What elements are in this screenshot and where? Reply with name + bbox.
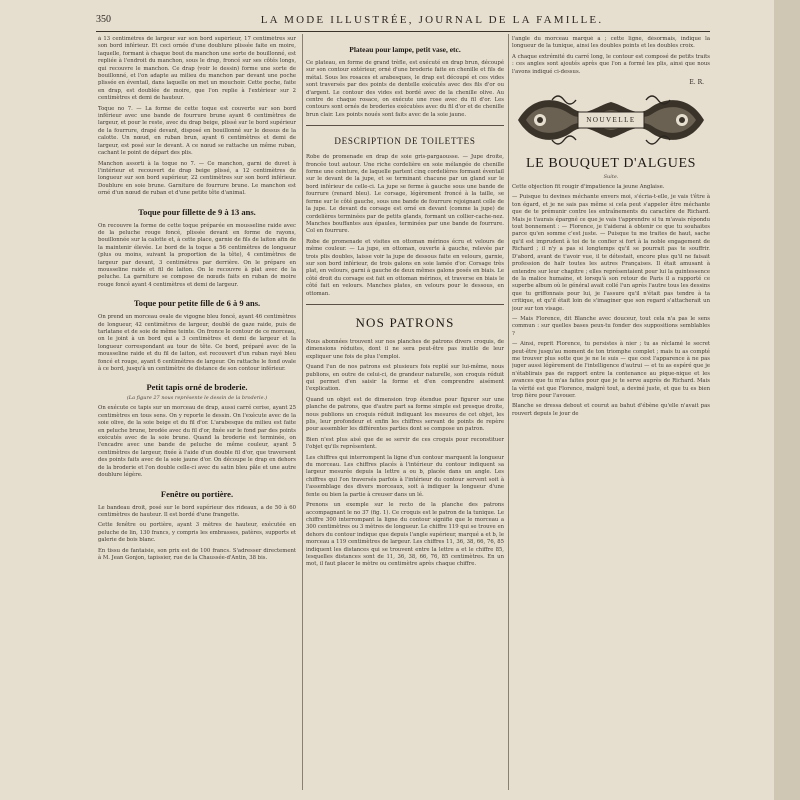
nouvelle-label: NOUVELLE: [586, 116, 636, 125]
heading-plateau: Plateau pour lampe, petit vase, etc.: [349, 45, 461, 54]
paragraph: — Ainsi, reprit Florence, tu persistes à nier ; tu as réclamé le secret peut-être jusqu'au moment de ton triomphe complet ; mais tu as compté me trouver plus sotte que je ne le suis — que cest l'apparence à ne pas juger aussi légèrement de l'intelligence d'autrui — et tu as espéré que je n'établirais pas de rapport entre la contenance au pique-nique et les avances que tu m'as faites pour que je te serve auprès de Richard. Mais la vérité est que Florence, malgré tout, a deviné juste, et que tu es bien trop fière pour l'avouer.: [512, 341, 710, 399]
column-divider-1: [302, 34, 303, 790]
column-divider-2: [508, 34, 509, 790]
paragraph: On recouvre la forme de cette toque préparée en mousseline raide avec de la peluche rouge foncé, plissée devant en forme de rayons, bouillonnée sur la calotte et, à cette place, garnie de fils de laiton afin de la maintenir élevée. Le bord de la toque a 56 centimètres de longueur (plus ou moins, suivant la proportion de la tête), 4 centimètres de largeur par devant, 3 centimètres par derrière. On le prépare en mousseline raide et fil de laiton. On le recouvre à plat avec de la peluche. La garniture se compose de nœuds faits en ruban de moire rouge foncé ayant 4 centimètres et demi de largeur.: [98, 222, 296, 288]
paragraph: A chaque extrémité du carré long, le contour est composé de petits traits : ces angles sont ajoutés après que l'on a formé les plis, ainsi que nous l'avons indiqué ci-dessus.: [512, 53, 710, 75]
author-signature: E. R.: [689, 79, 704, 87]
paragraph: Bien n'est plus aisé que de se servir de ces croquis pour reconstituer l'objet qu'ils représentent.: [306, 436, 504, 451]
paragraph: Quand l'un de nos patrons est plusieurs fois replié sur lui-même, nous publions, en outre de celui-ci, de grandeur naturelle, son croquis réduit qui permet d'en saisir la forme et d'en comprendre aisément l'explication.: [306, 364, 504, 393]
paragraph: Les chiffres qui interrompent la ligne d'un contour marquent la longueur du morceau. Les chiffres placés à l'intérieur du contour indiquent sa largeur mesurée depuis la lettre a ou b, placée dans un angle. Les chiffres qui l'on traversés parfois à l'intérieur du contour servent soit à l'assemblage des divers morceaux, soit à indiquer la longueur d'une fente ou bien la partie à creuser dans un lé.: [306, 454, 504, 498]
story-suite: Suite.: [603, 174, 619, 181]
heading-description-toilettes: DESCRIPTION DE TOILETTES: [334, 136, 476, 147]
figure-note: (La figure 27 nous représente le dessin de la broderie.): [126, 395, 268, 402]
paragraph: — Puisque tu devines méchante envers moi, s'écria-t-elle, je vais t'être à ton égard, et je ne sais pas même si cela peut s'appeler être méchante que de te prémunir contre les entraînements du caractère de Richard. Mais je t'aurais épargné ce que je vais t'apprendre si tu m'avais répondu tout bonnement : — Florence, je t'aiderai à obtenir ce que tu souhaites parce qu'en somme c'est juste. — Puisque tu me traites de haut, sache qu'il est imprudent à toi de te confier si fort à la noble engagement de Richard ; il n'y a pas si longtemps qu'il se pourrait pas te souffrir. D'abord, avant de t'avoir vue, il te détestait, encore plus qu'il ne faisait profession de haïr toutes les autres Françaises. Il était amusant à entendre sur leur chapitre ; elles représentaient pour lui la quintessence de la malice humaine, et lorsqu'à son retour de Paris il a rapporté ce superbe album où le général avait collé l'un après l'autre tous les dessins que tu griffonnais pour lui, je l'assure qu'il n'était pas tendre à ta critique, et qu'il était loin de s'imaginer que son regard s'attacherait un jour sur ton visage.: [512, 194, 710, 312]
column-left: [98, 36, 296, 788]
section-rule: [306, 125, 504, 126]
journal-title: LA MODE ILLUSTRÉE, JOURNAL DE LA FAMILLE.: [260, 14, 604, 26]
paragraph: Ce plateau, en forme de grand trèfle, est exécuté en drap brun, découpé sur son contour extérieur, orné d'une broderie faite en chenille et fils de métal. Sous les rosaces et arabesques, le drap est découpé et ces vides sont traversés par des points de dentelle exécutés avec des fils d'or ou d'argent. Le contour des vides est bordé avec de la chenille olive. Au centre de chaque rosace, on exécute une rose avec du fil d'or. Les contours sont ornés de broderies exécutées avec du fil d'or et de chenille brun clair. Les points noués sont faits avec de la soie jaune.: [306, 60, 504, 118]
paragraph: Quand un objet est de dimension trop étendue pour figurer sur une planche de patrons, que d'autre part sa forme simple est presque droite, nous publions un croquis réduit indiquant les mesures de cet objet, les plis, leur profondeur et enfin les chiffres servant de points de repère pour assembler les différentes parties dont se compose un patron.: [306, 396, 504, 433]
paragraph: Cette fenêtre ou portière, ayant 3 mètres de hauteur, exécutée en peluche de lin, 130 francs, y compris les embrasses, patères, supports et galerie de bois blanc.: [98, 522, 296, 544]
section-rule: [306, 304, 504, 305]
paragraph: Manchon assorti à la toque no 7. — Ce manchon, garni de duvet à l'intérieur et recouvert de drap beige plissé, a 12 centimètres de longueur sur son bord supérieur, 22 centimètres sur son bord inférieur. Doublure en soie brune. Garniture de fourrure brune. Le manchon est orné d'un nœud de ruban et d'une petite tête d'animal.: [98, 160, 296, 197]
paragraph: Blanche se dressa debout et courut au bahut d'ébène qu'elle n'avait pas rouvert depuis le jour de: [512, 403, 710, 417]
column-right: [512, 36, 710, 788]
paragraph: Robe de promenade et visites en ottoman mérinos écru et velours de même couleur. — La jupe, en ottoman, ouverte à gauche, relevée par trois plis doubles, laisse voir la jupe de dessous faite en velours, garnie, sur son bord inférieur, de trois galons en soie lamée d'or. Corsage très plat, en velours, garni à gauche de deux mêmes galons posés en biais. Le côté droit du corsage est fait en ottoman mérinos, et traverse en biais le côté fait en velours. Manches plates, en velours pour le dessous, en ottoman.: [306, 238, 504, 297]
page-edge-shadow: [774, 0, 800, 800]
heading-toque-fillette: Toque pour fillette de 9 à 13 ans.: [138, 206, 256, 217]
paragraph: Toque no 7. — La forme de cette toque est couverte sur son bord inférieur avec une bande de fourrure brune ayant 6 centimètres de largeur, et pour le reste, avec du drap beige, plissé sur le bord supérieur de la fourrure, drapé devant, disposé en bouillonné sur le dessus de la calotte. Un nœud, en ruban brun, ayant 6 centimètres et demi de largeur, est posé sur le devant. A ce nœud se rattache un même ruban, cachant le point de départ des plis.: [98, 105, 296, 157]
paragraph: — Mais Florence, dit Blanche avec douceur, tout cela n'a pas le sens commun : sur quelles bases peux-tu fonder des suppositions semblables ?: [512, 315, 710, 337]
heading-fenetre: Fenêtre ou portière.: [160, 488, 234, 499]
nouvelle-ornament-banner: [512, 90, 710, 150]
paragraph: En tissu de fantaisie, son prix est de 100 francs. S'adresser directement à M. Jean Gonjon, tapissier, rue de la Chaussée-d'Antin, 38 bis.: [98, 547, 296, 561]
paragraph: Nous abonnées trouvent sur nos planches de patrons divers croquis, de dimensions réduites, dont il ne sera peut-être pas inutile de leur expliquer une fois de plus l'emploi.: [306, 338, 504, 360]
column-middle: [306, 36, 504, 788]
heading-toque-petite-fille: Toque pour petite fille de 6 à 9 ans.: [133, 298, 261, 309]
story-title: LE BOUQUET D'ALGUES: [526, 156, 696, 172]
paragraph: On exécute ce tapis sur un morceau de drap, aussi carré cerise, ayant 25 centimètres en tous sens. On y reporte le dessin. On l'exécute avec de la soie olive, de la soie beige et du fil d'or. L'arabesque du milieu est faite en peluche brune, brodée avec du fil d'or, fixée sur le fond par des points exécutés avec de la soie brune. Quand la broderie est terminée, on l'encadre avec une bande de peluche de même couleur, ayant 5 centimètres de largeur, fixée à l'aide d'un double fil d'or, que traversent des points faits avec de la soie jaune d'or. On découpe le drap en dehors de la broderie et l'on double celle-ci avec du satin bleu pâle et une autre doublure légère.: [98, 405, 296, 479]
heading-nos-patrons: NOS PATRONS: [355, 314, 455, 330]
paragraph: Le bandeau droit, posé sur le bord supérieur des rideaux, a de 50 à 60 centimètres de hauteur. Il est bordé d'une frangette.: [98, 504, 296, 518]
paragraph: Robe de promenade en drap de soie gris-pargaousse. — Jupe droite, froncée tout autour. Une riche cordelière en soie mélangée de chenille forme une ceinture, de laquelle partent cinq cordelières formant éventail sur le devant de la jupe, et se terminant chacune par un gland sur le bord inférieur de celle-ci. La jupe se ferme à gauche sous une bande de fourrure (renard bleu). Le corsage, légèrement froncé à la taille, se ferme sur le côté gauche, sous une bande de fourrure rejoignant celle de la jupe. Le devant du corsage est orné en devant (comme la jupe) de cordelières terminées par de petits glands, formant un collier-cache-nez. Manches bouffantes aux épaules, terminées par une bande de fourrure. Col en fourrure.: [306, 154, 504, 235]
page-number: 350: [96, 14, 111, 25]
paragraph: Prenons un exemple sur le recto de la planche des patrons accompagnant le no 37 (fig. 1). Ce croquis est le patron de la tunique. Le chiffre 300 interrompant la ligne du contour signifie que le morceau a 300 centimètres ou 3 mètres de longueur. Le chiffre 119 qui se trouve en dehors du contour indique que depuis l'angle supérieur, marqué a et b, le morceau a 119 centimètres de largeur. Les chiffres 11, 36, 38, 66, 76, 85 indiquent les distances qui se trouvent entre la lettre a et le chiffre 85, lesquelles distances sont de 11, 36, 38, 66, 76, 85 centimètres. En un mot, il faut placer le mètre ou centimètre après chaque chiffre.: [306, 502, 504, 568]
running-header: [96, 14, 710, 30]
paragraph: à 13 centimètres de largeur sur son bord supérieur, 17 centimètres sur son bord inférieur. Et ceci ornée d'une doublure plissée faite en moire, laquelle, formant à chaque bout du manchon une sorte de bouillonné, est repliée à l'endroit du manchon, sous le drap, froncé sur ses côtés longs, qui recouvre le manchon. Ce drap (voir le dessin) forme une sorte de bouillonné, et l'on adapte au milieu du manchon par devant une poche plissée en éventail, dans laquelle on met un mouchoir. Cette poche, faite en drap, est doublée de moire, que l'on replie à l'extérieur sur 2 centimètres et demi de hauteur.: [98, 36, 296, 102]
paragraph: On prend un morceau ovale de vigogne bleu foncé, ayant 46 centimètres de longueur, 42 centimètres de largeur, doublé de gaze raide, puis de tarlatane et de soie de même teinte. On fronce le contour de ce morceau, on le joint à un bord qui a 3 centimètres et demi de largeur et la longueur correspondant au tour de tête. Ce bord, préparé avec de la mousseline raide et du fil de laiton, est recouvert d'un ruban rayé bleu foncé et rouge, ayant 6 centimètres de largeur. On rattache le fond ovale à ce bord, jusqu'à un centimètre de distance de son contour inférieur.: [98, 314, 296, 373]
paragraph: Cette objection fit rougir d'impatience la jeune Anglaise.: [512, 184, 665, 191]
paragraph: l'angle du morceau marqué a ; cette ligne, désormais, indique la longueur de la tunique, ainsi les doubles points et les doubles croix.: [512, 36, 710, 50]
header-rule: [96, 31, 710, 32]
heading-petit-tapis: Petit tapis orné de broderie.: [146, 382, 248, 393]
